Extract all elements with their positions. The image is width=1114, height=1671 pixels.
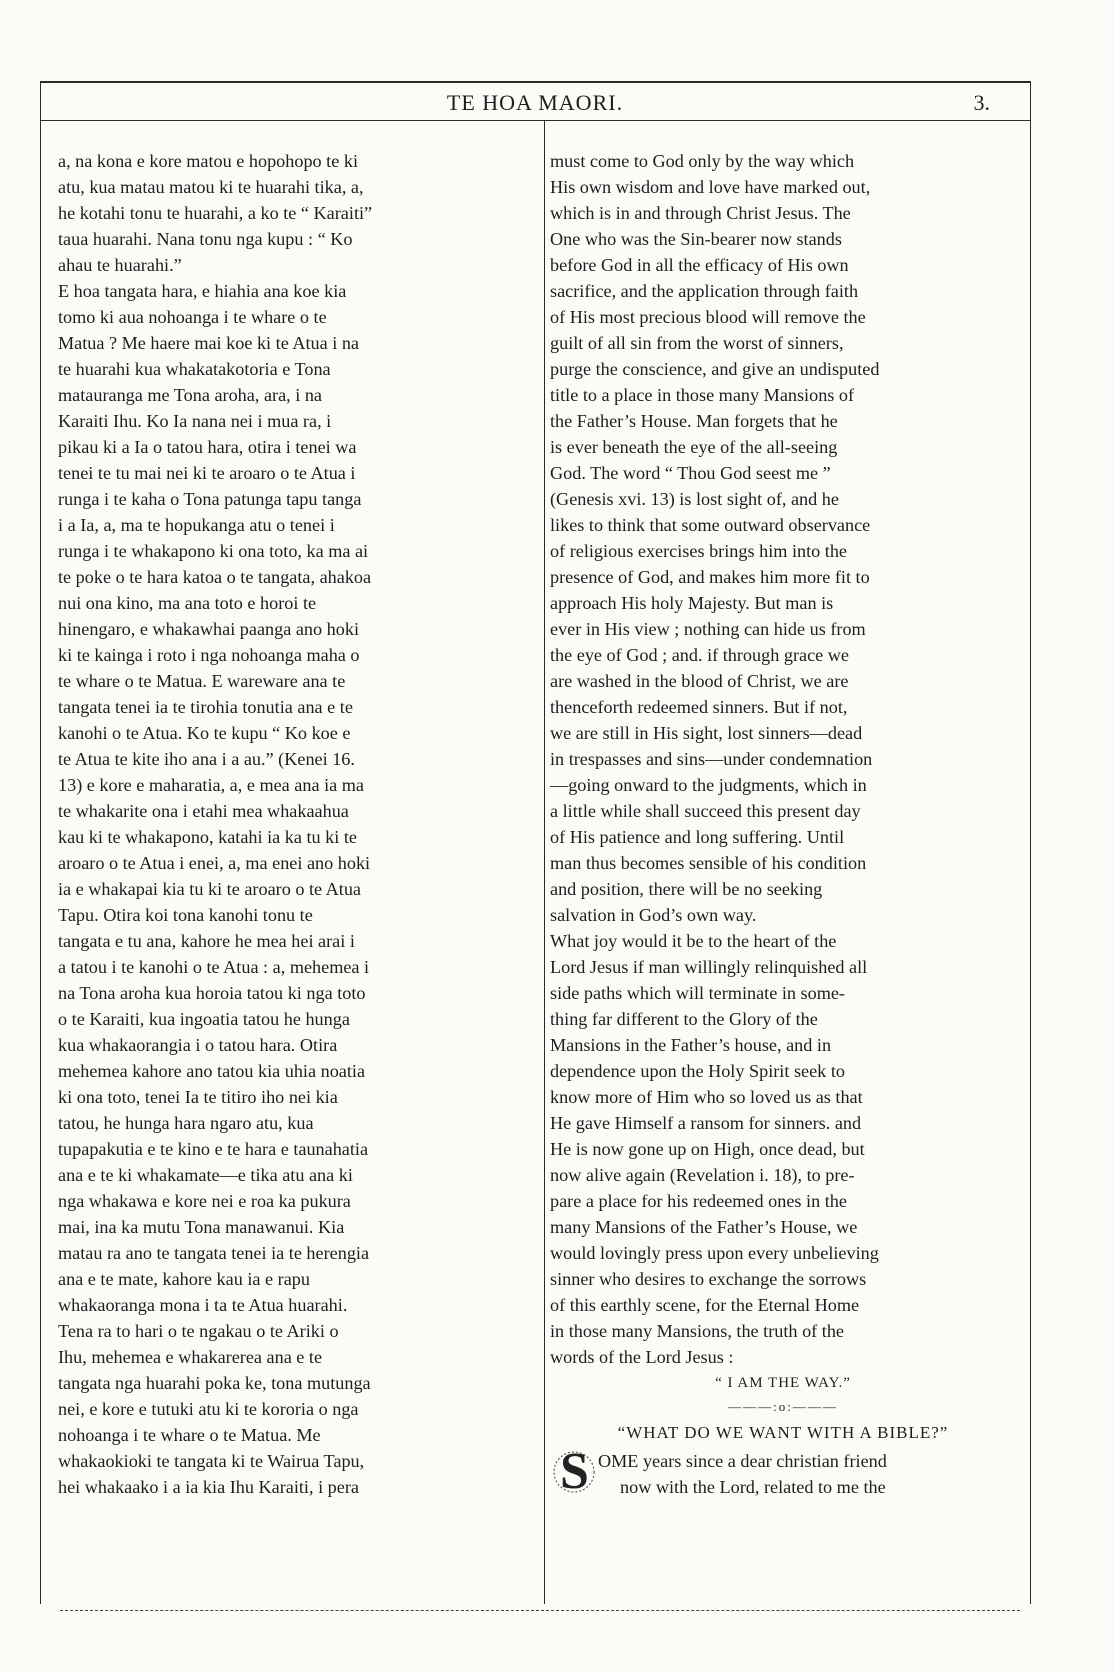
text-line: now with the Lord, related to me the [620,1477,886,1497]
text-line: we are still in His sight, lost sinners—dead [550,723,863,743]
text-line: the eye of God ; and. if through grace we [550,645,849,665]
text-line: is ever beneath the eye of the all-seeing [550,437,838,457]
text-line: a tatou i te kanohi o te Atua : a, mehemea i [58,957,370,977]
text-line: (Genesis xvi. 13) is lost sight of, and he [550,489,839,509]
text-line: thenceforth redeemed sinners. But if not, [550,697,848,717]
text-line: man thus becomes sensible of his condition [550,853,867,873]
text-line: na Tona aroha kua horoia tatou ki nga toto [58,983,366,1003]
text-line: tupapakutia e te kino e te hara e taunahatia [58,1139,369,1159]
text-line: tomo ki aua nohoanga i te whare o te [58,307,327,327]
text-line: whakaoranga mona i ta te Atua huarahi. [58,1295,348,1315]
text-line: would lovingly press upon every unbelieving [550,1243,879,1263]
top-rule [40,81,1030,83]
text-line: whakaokioki te tangata ki te Wairua Tapu, [58,1451,365,1471]
text-line: tenei te tu mai nei ki te aroaro o te Atua i [58,463,356,483]
header-rule [40,120,1030,121]
text-line: Karaiti Ihu. Ko Ia nana nei i mua ra, i [58,411,332,431]
text-line: words of the Lord Jesus : [550,1347,734,1367]
text-line: What joy would it be to the heart of the [550,931,837,951]
text-line: mai, ina ka mutu Tona manawanui. Kia [58,1217,345,1237]
text-line: te poke o te hara katoa o te tangata, ahakoa [58,567,372,587]
text-line: many Mansions of the Father’s House, we [550,1217,858,1237]
section-divider: ———:o:——— [728,1399,838,1414]
column-divider [544,120,545,1604]
dropcap-paragraph-line-2 [550,1474,1016,1500]
text-line: he kotahi tonu te huarahi, a ko te “ Karaiti” [58,203,373,223]
text-line: are washed in the blood of Christ, we are [550,671,849,691]
text-line: ia e whakapai kia tu ki te aroaro o te Atua [58,879,362,899]
text-line: ahau te huarahi.” [58,255,182,275]
left-border-rule [40,81,41,1604]
text-line: matau ra ano te tangata tenei ia te herengia [58,1243,370,1263]
text-line: ana e te mate, kahore kau ia e rapu [58,1269,310,1289]
text-line: now alive again (Revelation i. 18), to pre- [550,1165,855,1185]
text-line: kanohi o te Atua. Ko te kupu “ Ko koe e [58,723,351,743]
text-line: side paths which will terminate in some- [550,983,845,1003]
text-line: He is now gone up on High, once dead, but [550,1139,865,1159]
text-line: hei whakaako i a ia kia Ihu Karaiti, i pera [58,1477,359,1497]
text-line: kau ki te whakapono, katahi ia ka tu ki te [58,827,357,847]
text-line: a little while shall succeed this present day [550,801,861,821]
text-line: ever in His view ; nothing can hide us from [550,619,866,639]
text-line: runga i te whakapono ki ona toto, ka ma ai [58,541,369,561]
text-line: in those many Mansions, the truth of the [550,1321,844,1341]
text-line: guilt of all sin from the worst of sinners, [550,333,844,353]
page-header [40,86,1030,118]
text-line: Tena ra to hari o te ngakau o te Ariki o [58,1321,339,1341]
text-line: te whare o te Matua. E wareware ana te [58,671,346,691]
text-line: aroaro o te Atua i enei, a, ma enei ano hoki [58,853,371,873]
text-line: nohoanga i te whare o te Matua. Me [58,1425,321,1445]
text-line: dependence upon the Holy Spirit seek to [550,1061,845,1081]
text-line: God. The word “ Thou God seest me ” [550,463,831,483]
right-border-rule [1030,81,1031,1604]
article-heading: “WHAT DO WE WANT WITH A BIBLE?” [617,1423,949,1442]
text-line: likes to think that some outward observance [550,515,871,535]
text-line: ana e te ki whakamate—e tika atu ana ki [58,1165,353,1185]
text-line: nga whakawa e kore nei e roa ka pukura [58,1191,351,1211]
text-line: sinner who desires to exchange the sorrows [550,1269,867,1289]
text-line: of religious exercises brings him into the [550,541,848,561]
text-line: know more of Him who so loved us as that [550,1087,863,1107]
text-line: kua whakaorangia i o tatou hara. Otira [58,1035,338,1055]
text-line: Tapu. Otira koi tona kanohi tonu te [58,905,313,925]
text-line: OME years since a dear christian friend [598,1451,887,1471]
text-line: ki ona toto, tenei Ia te titiro iho nei kia [58,1087,338,1107]
text-line: He gave Himself a ransom for sinners. and [550,1113,862,1133]
text-line: te whakarite ona i etahi mea whakaahua [58,801,349,821]
text-line: i a Ia, a, ma te hopukanga atu o tenei i [58,515,335,535]
text-line: salvation in God’s own way. [550,905,757,925]
text-line: nui ona kino, ma ana toto e horoi te [58,593,317,613]
text-line: 13) e kore e maharatia, a, e mea ana ia ma [58,775,364,795]
english-text-column [550,148,1016,1500]
text-line: tangata e tu ana, kahore he mea hei arai i [58,931,355,951]
text-line: ki te kainga i roto i nga nohoanga maha o [58,645,360,665]
text-line: before God in all the efficacy of His own [550,255,849,275]
text-line: in trespasses and sins—under condemnation [550,749,873,769]
text-line: te huarahi kua whakatakotoria e Tona [58,359,331,379]
text-line: a, na kona e kore matou e hopohopo te ki [58,151,359,171]
text-line: and position, there will be no seeking [550,879,823,899]
text-line: atu, kua matau matou ki te huarahi tika, a, [58,177,364,197]
text-line: approach His holy Majesty. But man is [550,593,834,613]
scripture-quote: “ I AM THE WAY.” [715,1375,851,1391]
text-line: pikau ki a Ia o tatou hara, otira i tenei wa [58,437,357,457]
text-line: mehemea kahore ano tatou kia uhia noatia [58,1061,366,1081]
text-line: tangata nga huarahi poka ke, tona mutunga [58,1373,371,1393]
text-line: His own wisdom and love have marked out, [550,177,871,197]
text-line: the Father’s House. Man forgets that he [550,411,838,431]
text-line: —going onward to the judgments, which in [550,775,867,795]
text-line: sacrifice, and the application through faith [550,281,859,301]
text-line: E hoa tangata hara, e hiahia ana koe kia [58,281,347,301]
text-line: tangata tenei ia te tirohia tonutia ana e te [58,697,353,717]
text-line: presence of God, and makes him more fit to [550,567,870,587]
text-line: te Atua te kite iho ana i a au.” (Kenei 16. [58,749,355,769]
bottom-rule [60,1610,1020,1611]
text-line: matauranga me Tona aroha, ara, i na [58,385,323,405]
text-line: hinengaro, e whakawhai paanga ano hoki [58,619,359,639]
text-line: which is in and through Christ Jesus. The [550,203,851,223]
text-line: Matua ? Me haere mai koe ki te Atua i na [58,333,359,353]
dropcap-letter: S [560,1443,589,1500]
text-line: purge the conscience, and give an undisputed [550,359,880,379]
text-line: nei, e kore e tutuki atu ki te kororia o nga [58,1399,359,1419]
text-line: One who was the Sin-bearer now stands [550,229,842,249]
text-line: tatou, he hunga hara ngaro atu, kua [58,1113,314,1133]
text-line: of His patience and long suffering. Until [550,827,845,847]
page-title: TE HOA MAORI. [446,90,624,115]
text-line: of His most precious blood will remove the [550,307,866,327]
text-line: Mansions in the Father’s house, and in [550,1035,832,1055]
text-line: o te Karaiti, kua ingoatia tatou he hunga [58,1009,350,1029]
text-line: Ihu, mehemea e whakarerea ana e te [58,1347,323,1367]
page-number: 3. [973,90,990,115]
text-line: taua huarahi. Nana tonu nga kupu : “ Ko [58,229,353,249]
maori-text-column [58,148,536,1500]
text-line: Lord Jesus if man willingly relinquished all [550,957,868,977]
text-line: runga i te kaha o Tona patunga tapu tanga [58,489,362,509]
text-line: pare a place for his redeemed ones in the [550,1191,847,1211]
text-line: of this earthly scene, for the Eternal Home [550,1295,860,1315]
text-line: must come to God only by the way which [550,151,855,171]
text-line: title to a place in those many Mansions of [550,385,855,405]
text-line: thing far different to the Glory of the [550,1009,818,1029]
